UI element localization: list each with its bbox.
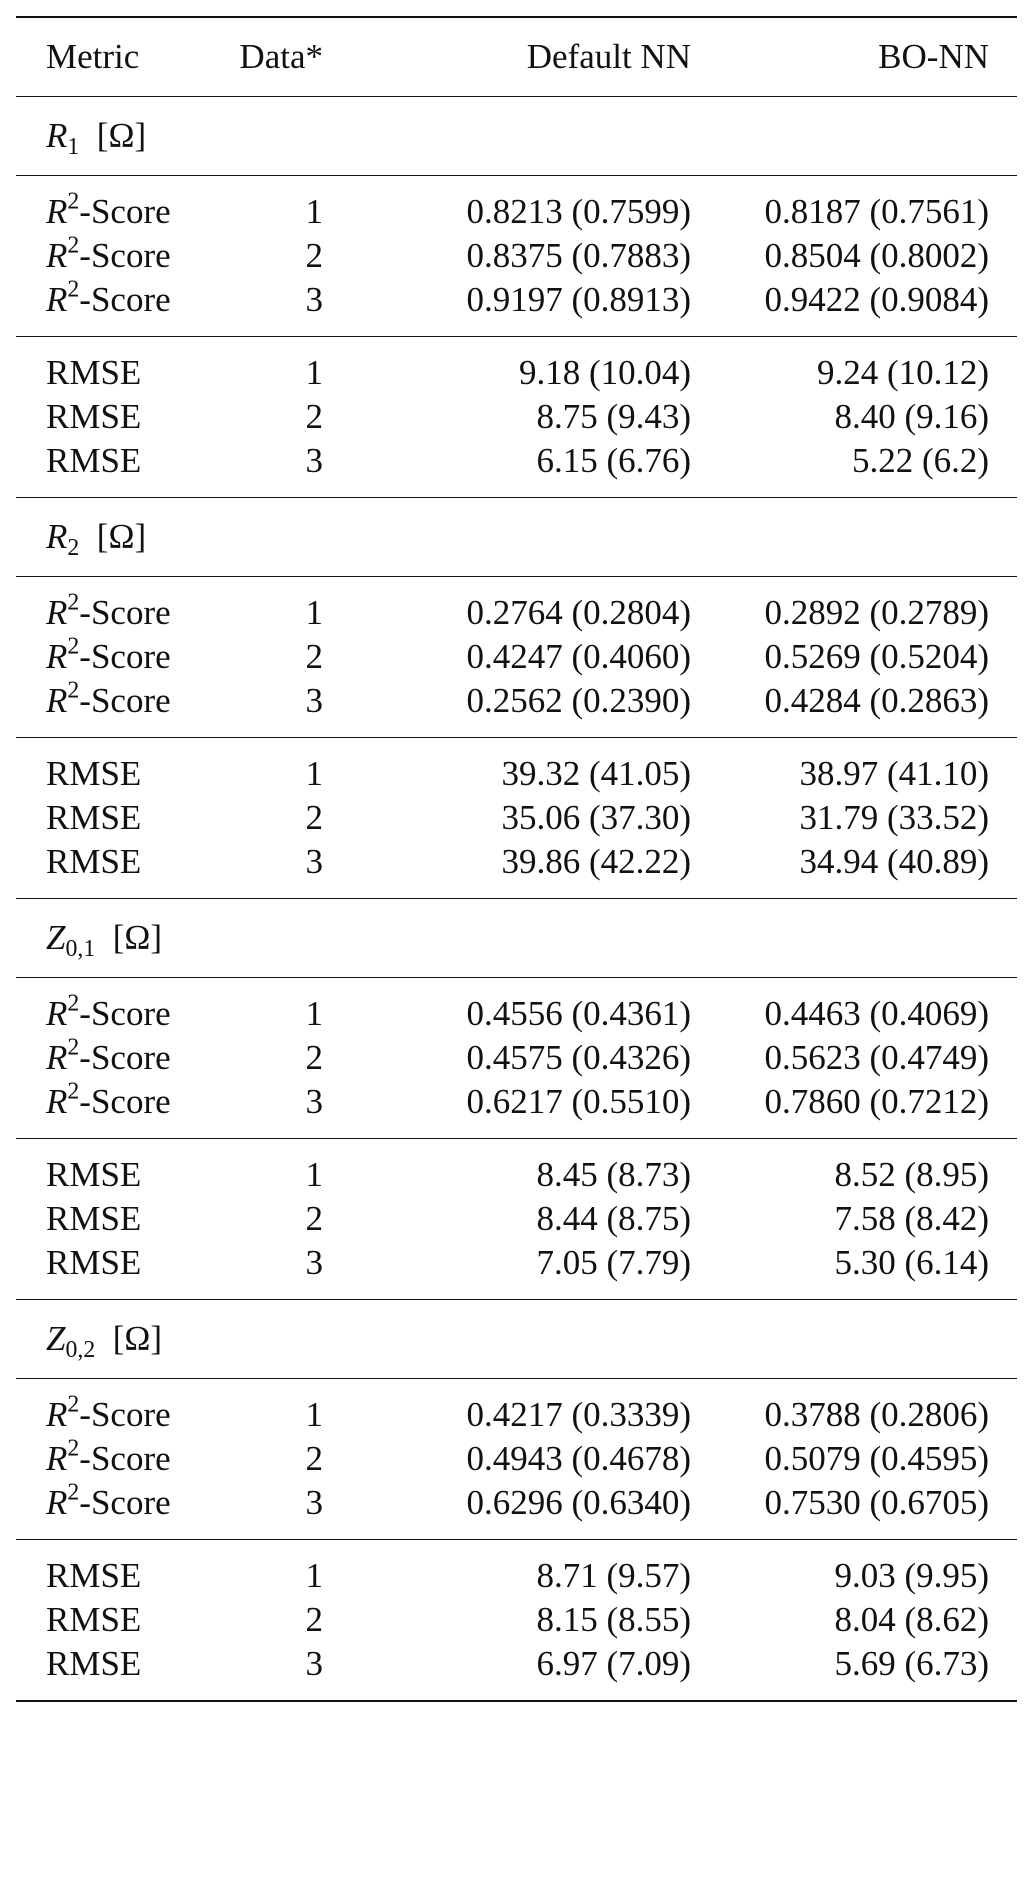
data-cell: 3 <box>305 441 323 480</box>
table-row <box>16 796 1017 840</box>
data-cell: 2 <box>305 236 323 275</box>
data-cell: 2 <box>305 1199 323 1238</box>
table-row <box>16 577 1017 636</box>
table-header <box>16 17 1017 97</box>
table-row <box>16 1080 1017 1139</box>
default-nn-cell: 8.71 (9.57) <box>536 1556 691 1595</box>
bo-nn-cell: 5.69 (6.73) <box>834 1644 989 1683</box>
metric-cell: RMSE <box>46 754 142 793</box>
data-cell: 2 <box>305 637 323 676</box>
default-nn-cell: 0.4217 (0.3339) <box>466 1395 691 1434</box>
table-row <box>16 1036 1017 1080</box>
table-row <box>16 234 1017 278</box>
default-nn-cell: 9.18 (10.04) <box>518 353 691 392</box>
bo-nn-cell: 0.2892 (0.2789) <box>764 593 989 632</box>
section-subscript: 0,1 <box>65 936 96 963</box>
header-bo-nn: BO-NN <box>878 37 989 76</box>
default-nn-cell: 0.6296 (0.6340) <box>466 1483 691 1522</box>
section-header-row <box>16 498 1017 577</box>
metric-cell: $R^2$-Score <box>46 633 171 676</box>
metric-cell: RMSE <box>46 1243 142 1282</box>
metric-cell: RMSE <box>46 1155 142 1194</box>
metric-cell: RMSE <box>46 1644 142 1683</box>
bo-nn-cell: 0.8504 (0.8002) <box>764 236 989 275</box>
table-row <box>16 978 1017 1037</box>
metric-cell: $R^2$-Score <box>46 232 171 275</box>
bo-nn-cell: 0.5079 (0.4595) <box>764 1439 989 1478</box>
table-row <box>16 337 1017 396</box>
bo-nn-cell: 0.8187 (0.7561) <box>764 192 989 231</box>
table-row <box>16 1379 1017 1438</box>
section-header-row <box>16 899 1017 978</box>
data-cell: 1 <box>305 1395 323 1434</box>
bo-nn-cell: 9.24 (10.12) <box>816 353 989 392</box>
table-row <box>16 439 1017 498</box>
data-cell: 3 <box>305 1644 323 1683</box>
results-table-container <box>16 16 1017 1702</box>
metric-cell: $R^2$-Score <box>46 589 171 632</box>
table-row <box>16 278 1017 337</box>
data-cell: 1 <box>305 353 323 392</box>
data-cell: 3 <box>305 681 323 720</box>
data-cell: 1 <box>305 1155 323 1194</box>
results-table <box>16 16 1017 1702</box>
bo-nn-cell: 0.4463 (0.4069) <box>764 994 989 1033</box>
bo-nn-cell: 0.7860 (0.7212) <box>764 1082 989 1121</box>
bo-nn-cell: 38.97 (41.10) <box>799 754 989 793</box>
section-unit: [Ω] <box>96 116 147 155</box>
metric-cell: $R^2$-Score <box>46 990 171 1033</box>
default-nn-cell: 0.4247 (0.4060) <box>466 637 691 676</box>
data-cell: 3 <box>305 1483 323 1522</box>
header-data: Data* <box>239 37 323 76</box>
default-nn-cell: 0.8375 (0.7883) <box>466 236 691 275</box>
header-default-nn: Default NN <box>526 37 691 76</box>
default-nn-cell: 0.4575 (0.4326) <box>466 1038 691 1077</box>
bo-nn-cell: 5.30 (6.14) <box>834 1243 989 1282</box>
table-row <box>16 1481 1017 1540</box>
bo-nn-cell: 31.79 (33.52) <box>799 798 989 837</box>
section-unit: [Ω] <box>96 517 147 556</box>
default-nn-cell: 8.15 (8.55) <box>536 1600 691 1639</box>
default-nn-cell: 35.06 (37.30) <box>501 798 691 837</box>
section-symbol: R <box>46 116 68 155</box>
data-cell: 3 <box>305 842 323 881</box>
bo-nn-cell: 8.52 (8.95) <box>834 1155 989 1194</box>
data-cell: 2 <box>305 1439 323 1478</box>
section-title <box>16 97 1017 176</box>
section-symbol: Z <box>46 1319 66 1358</box>
metric-cell: $R^2$-Score <box>46 1435 171 1478</box>
metric-cell: RMSE <box>46 441 142 480</box>
section-title <box>16 498 1017 577</box>
section-subscript: 1 <box>67 134 80 161</box>
bo-nn-cell: 7.58 (8.42) <box>834 1199 989 1238</box>
default-nn-cell: 0.4943 (0.4678) <box>466 1439 691 1478</box>
table-row <box>16 1139 1017 1198</box>
table-row <box>16 738 1017 797</box>
table-row <box>16 1598 1017 1642</box>
section-header-row <box>16 1300 1017 1379</box>
metric-cell: RMSE <box>46 353 142 392</box>
bo-nn-cell: 0.4284 (0.2863) <box>764 681 989 720</box>
table-row <box>16 679 1017 738</box>
section-header-row <box>16 97 1017 176</box>
data-cell: 3 <box>305 1082 323 1121</box>
default-nn-cell: 0.6217 (0.5510) <box>466 1082 691 1121</box>
section-subscript: 0,2 <box>65 1337 96 1364</box>
metric-cell: $R^2$-Score <box>46 1479 171 1522</box>
metric-cell: $R^2$-Score <box>46 188 171 231</box>
bo-nn-cell: 8.04 (8.62) <box>834 1600 989 1639</box>
data-cell: 2 <box>305 798 323 837</box>
bo-nn-cell: 0.5269 (0.5204) <box>764 637 989 676</box>
data-cell: 1 <box>305 1556 323 1595</box>
default-nn-cell: 8.45 (8.73) <box>536 1155 691 1194</box>
metric-cell: $R^2$-Score <box>46 1078 171 1121</box>
section-title <box>16 1300 1017 1379</box>
metric-cell: RMSE <box>46 1600 142 1639</box>
section-symbol: Z <box>46 918 66 957</box>
data-cell: 1 <box>305 192 323 231</box>
metric-cell: RMSE <box>46 798 142 837</box>
bo-nn-cell: 0.5623 (0.4749) <box>764 1038 989 1077</box>
default-nn-cell: 7.05 (7.79) <box>536 1243 691 1282</box>
bo-nn-cell: 0.9422 (0.9084) <box>764 280 989 319</box>
default-nn-cell: 8.75 (9.43) <box>536 397 691 436</box>
section-title <box>16 899 1017 978</box>
table-row <box>16 1437 1017 1481</box>
table-row <box>16 635 1017 679</box>
data-cell: 1 <box>305 593 323 632</box>
section-unit: [Ω] <box>112 918 163 957</box>
section-unit: [Ω] <box>112 1319 163 1358</box>
data-cell: 2 <box>305 1038 323 1077</box>
table-row <box>16 176 1017 235</box>
header-metric: Metric <box>46 37 140 76</box>
default-nn-cell: 6.15 (6.76) <box>536 441 691 480</box>
default-nn-cell: 39.86 (42.22) <box>501 842 691 881</box>
metric-cell: $R^2$-Score <box>46 1391 171 1434</box>
data-cell: 3 <box>305 280 323 319</box>
metric-cell: RMSE <box>46 1199 142 1238</box>
table-body <box>16 97 1017 1702</box>
metric-cell: RMSE <box>46 397 142 436</box>
bo-nn-cell: 5.22 (6.2) <box>851 441 989 480</box>
data-cell: 1 <box>305 754 323 793</box>
header-row <box>16 17 1017 97</box>
data-cell: 3 <box>305 1243 323 1282</box>
bo-nn-cell: 0.3788 (0.2806) <box>764 1395 989 1434</box>
metric-cell: $R^2$-Score <box>46 1034 171 1077</box>
table-row <box>16 1540 1017 1599</box>
default-nn-cell: 6.97 (7.09) <box>536 1644 691 1683</box>
bo-nn-cell: 34.94 (40.89) <box>799 842 989 881</box>
data-cell: 2 <box>305 1600 323 1639</box>
default-nn-cell: 0.2562 (0.2390) <box>466 681 691 720</box>
data-cell: 1 <box>305 994 323 1033</box>
table-row <box>16 840 1017 899</box>
default-nn-cell: 0.2764 (0.2804) <box>466 593 691 632</box>
metric-cell: $R^2$-Score <box>46 677 171 720</box>
default-nn-cell: 39.32 (41.05) <box>501 754 691 793</box>
metric-cell: RMSE <box>46 1556 142 1595</box>
bo-nn-cell: 8.40 (9.16) <box>834 397 989 436</box>
section-symbol: R <box>46 517 68 556</box>
default-nn-cell: 0.9197 (0.8913) <box>466 280 691 319</box>
bo-nn-cell: 0.7530 (0.6705) <box>764 1483 989 1522</box>
default-nn-cell: 0.4556 (0.4361) <box>466 994 691 1033</box>
metric-cell: RMSE <box>46 842 142 881</box>
section-subscript: 2 <box>67 535 80 562</box>
table-row <box>16 1642 1017 1701</box>
default-nn-cell: 8.44 (8.75) <box>536 1199 691 1238</box>
table-row <box>16 1241 1017 1300</box>
table-row <box>16 1197 1017 1241</box>
default-nn-cell: 0.8213 (0.7599) <box>466 192 691 231</box>
data-cell: 2 <box>305 397 323 436</box>
table-row <box>16 395 1017 439</box>
metric-cell: $R^2$-Score <box>46 276 171 319</box>
bo-nn-cell: 9.03 (9.95) <box>834 1556 989 1595</box>
